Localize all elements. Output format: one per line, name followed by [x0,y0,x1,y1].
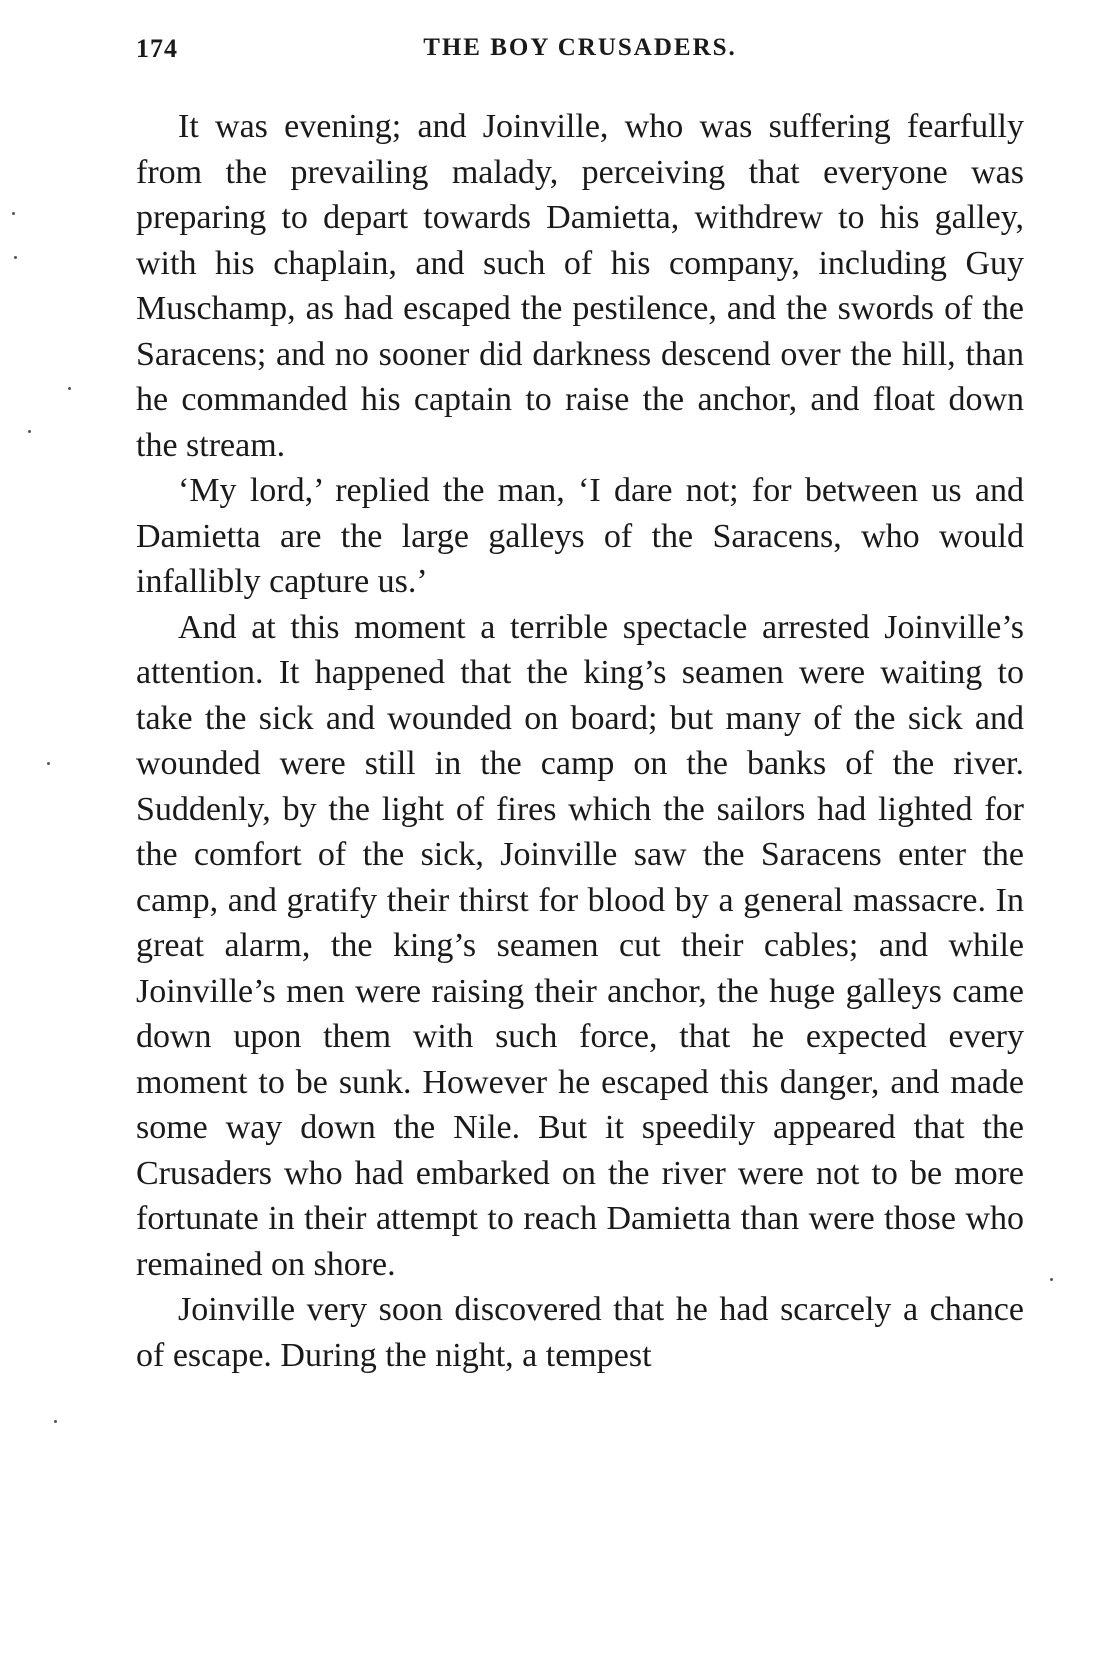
paragraph: It was evening; and Joinville, who was suffering fearfully from the prevailing malady, perceiving that everyone was preparing to depart towards Damietta, withdrew to his galley, with his chaplain, and such of his company, including Guy Muschamp, as had escaped the pestilence, and the swords of the Saracens; and no sooner did darkness descend over the hill, than he commanded his captain to raise the anchor, and float down the stream. [136,108,1024,464]
scan-speck [54,1420,57,1423]
scan-speck [14,256,17,259]
scan-speck [28,430,31,433]
paragraph: ‘My lord,’ replied the man, ‘I dare not; for between us and Damietta are the large galleys of the Saracens, who would infallibly capture us.’ [136,472,1024,600]
page-header [136,34,1024,74]
running-head: THE BOY CRUSADERS. [423,34,737,61]
page-number: 174 [136,34,178,63]
scan-speck [47,762,50,765]
scan-speck [1050,1278,1053,1281]
body-text [136,104,1024,1378]
scan-speck [12,212,15,215]
scan-speck [68,387,71,390]
paragraph: Joinville very soon discovered that he had scarcely a chance of escape. During the night, a tempest [136,1291,1024,1374]
paragraph: And at this moment a terrible spectacle arrested Joinville’s attention. It happened that the king’s seamen were waiting to take the sick and wounded on board; but many of the sick and wounded were still in the camp on the banks of the river. Suddenly, by the light of fires which the sailors had lighted for the comfort of the sick, Joinville saw the Saracens enter the camp, and gratify their thirst for blood by a general massacre. In great alarm, the king’s seamen cut their cables; and while Joinville’s men were raising their anchor, the huge galleys came down upon them with such force, that he expected every moment to be sunk. However he escaped this danger, and made some way down the Nile. But it speedily appeared that the Crusaders who had embarked on the river were not to be more fortunate in their attempt to reach Damietta than were those who remained on shore. [136,608,1024,1283]
